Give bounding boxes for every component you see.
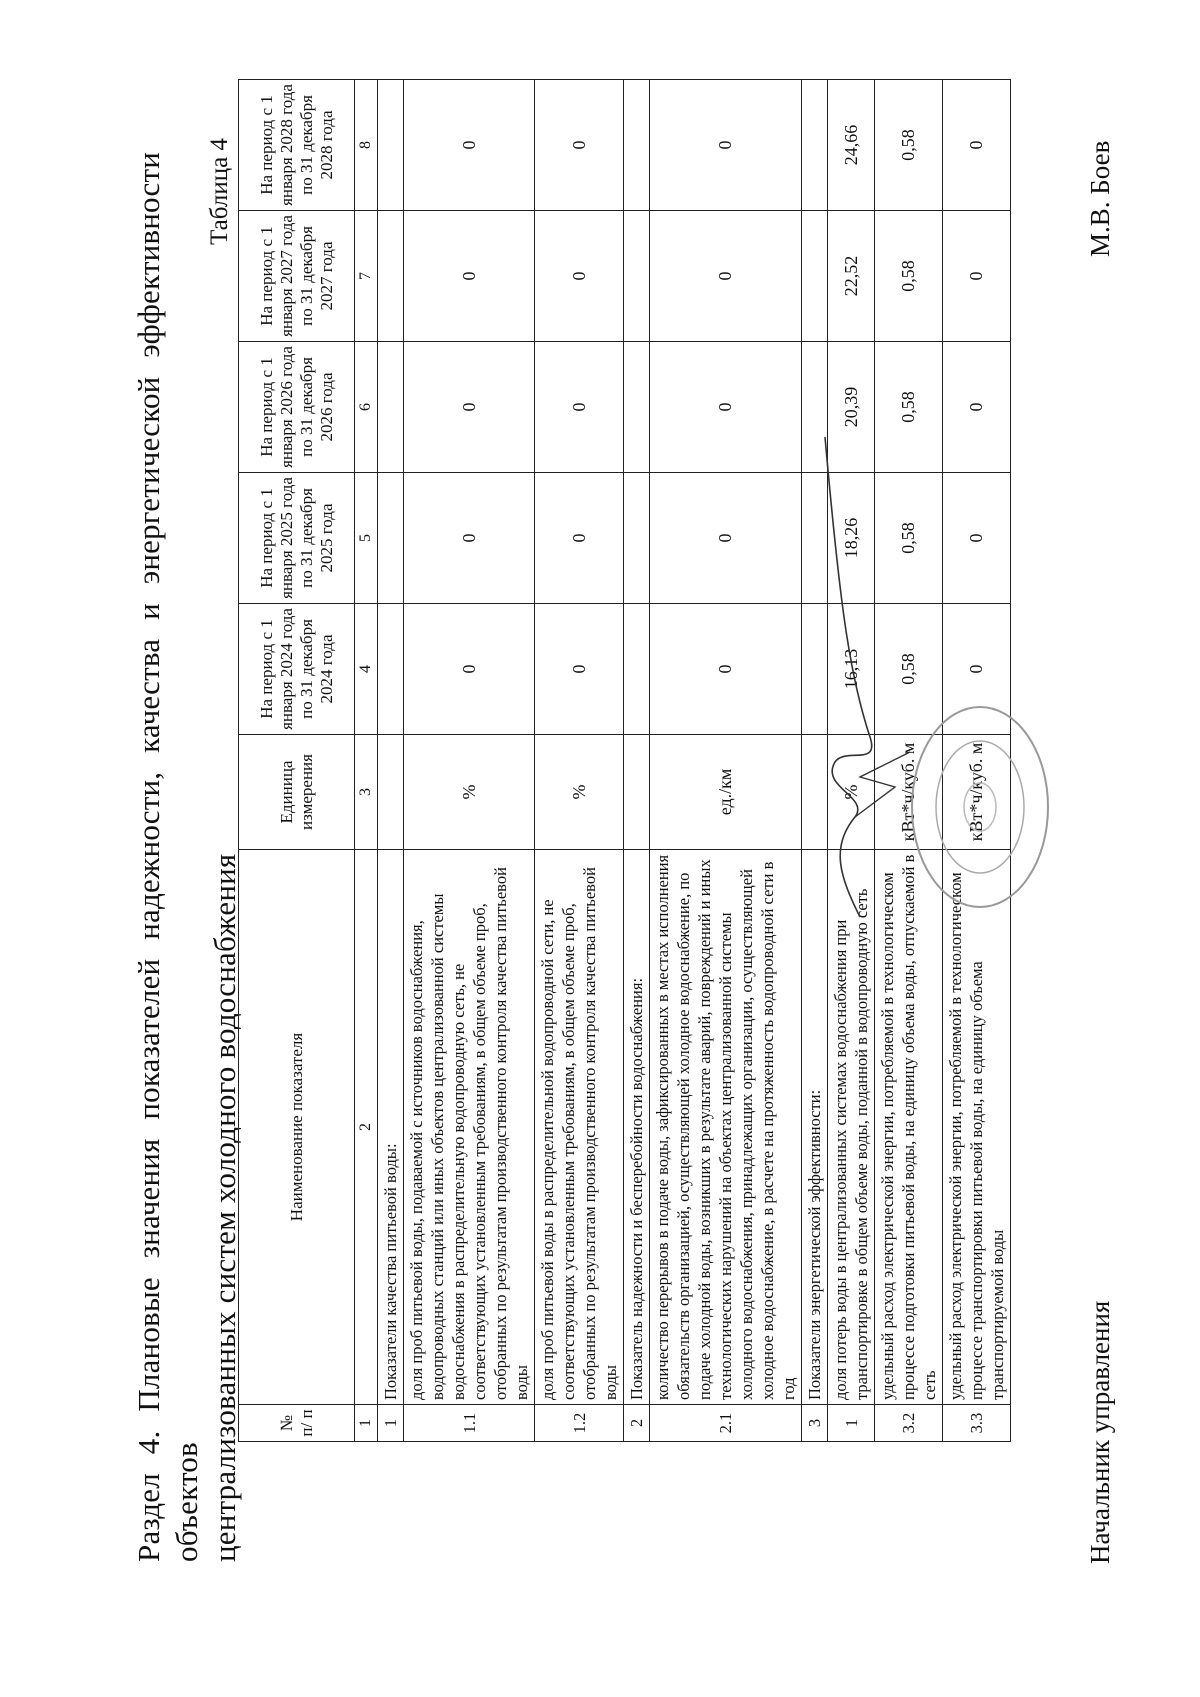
row-number: 1 [828,1405,875,1442]
row-number: 1.2 [535,1405,624,1442]
indicator-name: удельный расход электрической энергии, потребляемой в технологическом процессе подготовки питьевой воды, на единицу объема воды, отпускаемой в сеть [875,850,943,1405]
column-number: 1 [355,1405,378,1442]
indicator-unit: ед./км [650,735,802,850]
section-title: Показатель надежности и бесперебойности водоснабжения: [624,850,650,1405]
indicator-value: 22,52 [828,211,875,342]
indicator-unit: % [828,735,875,850]
indicator-value: 0 [535,342,624,473]
column-number: 2 [355,850,378,1405]
indicator-value: 0 [404,473,535,604]
section-title: Показатели энергетической эффективности: [802,850,828,1405]
indicator-name: доля проб питьевой воды в распределительной водопроводной сети, не соответствующих установленным требованиям, в общем объеме проб, отобранных по результатам производственного контроля качества питьевой воды [535,850,624,1405]
header-period-2024: На период с 1 января 2024 года по 31 декабря 2024 года [239,604,355,735]
indicator-value: 0 [650,80,802,211]
indicator-value: 18,26 [828,473,875,604]
indicator-value: 0 [943,211,1011,342]
column-number: 6 [355,342,378,473]
indicator-value: 24,66 [828,80,875,211]
indicator-unit: кВт*ч/куб. м [943,735,1011,850]
table-label: Таблица 4 [206,138,233,245]
indicator-value: 0,58 [875,211,943,342]
indicator-value: 0 [535,604,624,735]
heading-line-2: централизованных систем холодного водоснабжения [207,853,242,1562]
indicator-value: 0 [404,342,535,473]
column-number-row [355,80,378,1442]
indicator-row [535,80,624,1442]
empty-cell [802,211,828,342]
section-heading [130,152,244,1562]
indicator-value: 20,39 [828,342,875,473]
indicator-unit: кВт*ч/куб. м [875,735,943,850]
header-period-2027: На период с 1 января 2027 года по 31 декабря 2027 года [239,211,355,342]
indicator-value: 0 [943,342,1011,473]
indicator-value: 0 [535,473,624,604]
signer-name: М.В. Боев [1085,140,1115,257]
signer-position: Начальник управления [1085,1300,1115,1564]
indicator-name: доля потерь воды в централизованных системах водоснабжения при транспортировке в общем объеме воды, поданной в водопроводную сеть [828,850,875,1405]
indicator-value: 0 [943,604,1011,735]
header-period-2025: На период с 1 января 2025 года по 31 декабря 2025 года [239,473,355,604]
indicator-value: 0 [650,604,802,735]
indicator-value: 0 [535,80,624,211]
empty-cell [378,473,404,604]
indicator-value: 0 [404,80,535,211]
column-number: 5 [355,473,378,604]
empty-cell [624,80,650,211]
indicator-value: 0,58 [875,80,943,211]
indicator-value: 0 [650,342,802,473]
header-name: Наименование показателя [239,850,355,1405]
header-period-2028: На период с 1 января 2028 года по 31 декабря 2028 года [239,80,355,211]
section-row [624,80,650,1442]
empty-cell [378,604,404,735]
row-number: 1 [378,1405,404,1442]
row-number: 3.2 [875,1405,943,1442]
header-num: № п/ п [239,1405,355,1442]
indicator-value: 0 [535,211,624,342]
indicator-value: 0,58 [875,604,943,735]
indicator-value: 0 [943,473,1011,604]
column-number: 4 [355,604,378,735]
indicator-value: 0 [943,80,1011,211]
indicator-unit: % [535,735,624,850]
indicator-value: 0,58 [875,342,943,473]
row-number: 2 [624,1405,650,1442]
empty-cell [378,735,404,850]
indicator-name: удельный расход электрической энергии, потребляемой в технологическом процессе транспортировки питьевой воды, на единицу объема транспортируемой воды [943,850,1011,1405]
column-number: 8 [355,80,378,211]
header-unit: Единица измерения [239,735,355,850]
empty-cell [624,211,650,342]
row-number: 3.3 [943,1405,1011,1442]
empty-cell [624,604,650,735]
column-number: 3 [355,735,378,850]
indicator-unit: % [404,735,535,850]
indicator-value: 16,13 [828,604,875,735]
table-header-row [239,80,355,1442]
empty-cell [378,80,404,211]
indicator-value: 0 [404,211,535,342]
indicator-name: количество перерывов в подаче воды, зафиксированных в местах исполнения обязательств организацией, осуществляющей холодное водоснабжение, по подаче холодной воды, возникших в результате аварий, повреждений и иных технологических нарушений на объектах централизованной системы холодного водоснабжения, принадлежащих организации, осуществляющей холодное водоснабжение, в расчете на протяженность водопроводной сети в год [650,850,802,1405]
indicator-value: 0 [404,604,535,735]
empty-cell [378,342,404,473]
indicator-value: 0,58 [875,473,943,604]
empty-cell [624,735,650,850]
round-seal [905,697,1055,917]
indicator-value: 0 [650,473,802,604]
column-number: 7 [355,211,378,342]
indicator-name: доля проб питьевой воды, подаваемой с источников водоснабжения, водопроводных станций или иных объектов централизованной системы водоснабжения в распределительную водопроводную сеть, не соответствующих установленным требованиям, в общем объеме проб, отобранных по результатам производственного контроля качества питьевой воды [404,850,535,1405]
empty-cell [378,211,404,342]
heading-line-1: Раздел 4. Плановые значения показателей надежности, качества и энергетической эффективности объектов [131,152,204,1562]
indicator-row [404,80,535,1442]
section-title: Показатели качества питьевой воды: [378,850,404,1405]
empty-cell [624,473,650,604]
row-number: 3 [802,1405,828,1442]
row-number: 2.1 [650,1405,802,1442]
empty-cell [624,342,650,473]
row-number: 1.1 [404,1405,535,1442]
section-row [378,80,404,1442]
indicator-value: 0 [650,211,802,342]
header-period-2026: На период с 1 января 2026 года по 31 декабря 2026 года [239,342,355,473]
indicator-row [650,80,802,1442]
empty-cell [802,80,828,211]
